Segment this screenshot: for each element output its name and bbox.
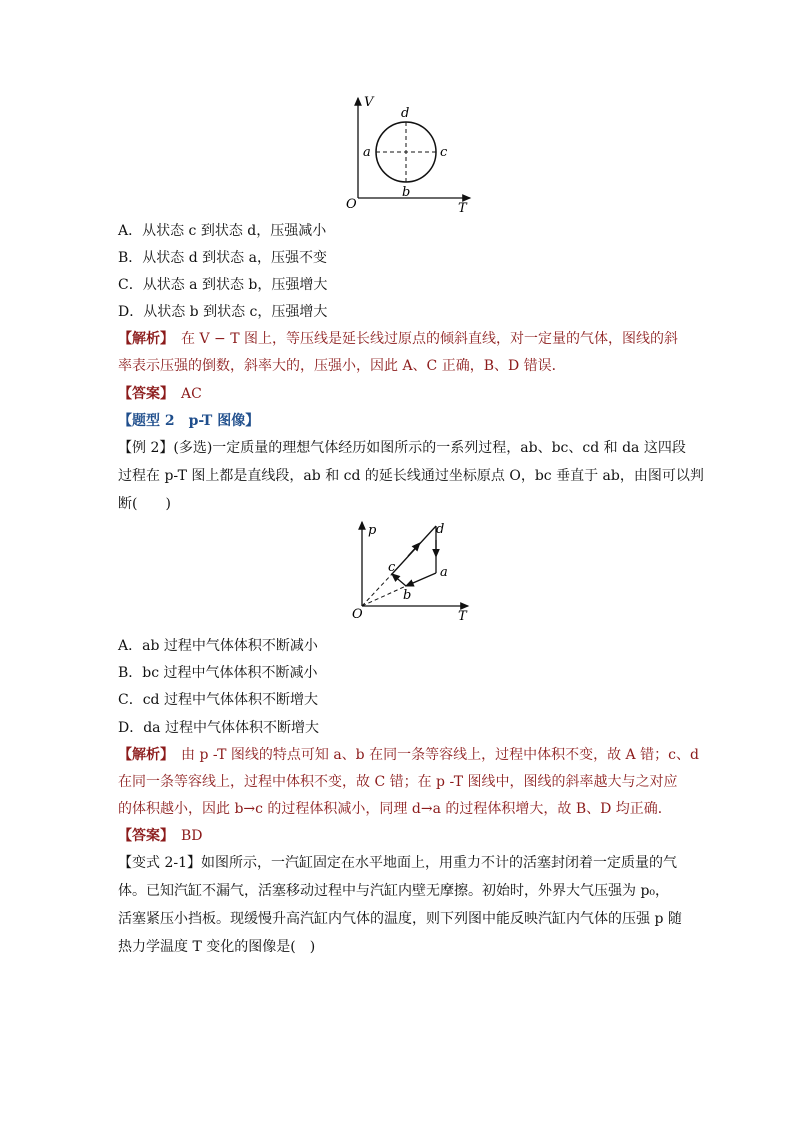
segment-cd-arrow [408,545,418,556]
analysis-text: 在 V − T 图上，等压线是延长线过原点的倾斜直线，对一定量的气体，图线的斜 [167,331,678,347]
example-2-line-2: 过程在 p-T 图上都是直线段，ab 和 cd 的延长线通过坐标原点 O，bc 垂直于 ab，由图可以判 [118,468,704,484]
q1-option-b: B．从状态 d 到状态 a，压强不变 [118,250,327,266]
q2-analysis-line-3: 的体积越小，因此 b→c 的过程体积减小，同理 d→a 的过程体积增大，故 B、D 均正确． [118,801,672,817]
point-a-label: a [363,145,371,160]
variant-2-1-line-3: 活塞紧压小挡板。现缓慢升高汽缸内气体的温度，则下列图中能反映汽缸内气体的压强 p 随 [118,911,682,927]
p-axis-label: p [368,523,377,538]
t-axis-label: T [458,609,467,624]
point-a-label: a [440,565,448,580]
point-b-label: b [402,185,411,200]
segment-bc [392,574,406,586]
example-2-line-3: 断( ) [118,496,171,512]
point-d-label: d [436,522,445,537]
segment-ab [406,573,436,586]
analysis-tag: 【解析】 [118,747,167,763]
q2-analysis-line-2: 在同一条等容线上，过程中体积不变，故 C 错；在 p -T 图线中，图线的斜率越大与之对应 [118,774,678,790]
point-b-label: b [403,588,412,603]
origin-label: O [352,607,363,622]
q1-answer [118,384,202,404]
q1-analysis-line-1 [118,329,678,349]
dashed-extension-oc [362,574,392,606]
vt-circle-figure [340,92,480,216]
q1-option-d: D．从状态 b 到状态 c，压强增大 [118,304,328,320]
variant-2-1-line-1: 【变式 2-1】如图所示，一汽缸固定在水平地面上，用重力不计的活塞封闭着一定质量的气 [118,855,677,871]
answer-text: BD [167,828,203,844]
answer-tag: 【答案】 [118,828,167,844]
pt-process-figure [348,518,478,628]
point-c-label: c [440,145,448,160]
q2-analysis-line-1 [118,745,699,765]
q1-option-c: C．从状态 a 到状态 b，压强增大 [118,277,328,293]
point-c-label: c [388,560,396,575]
variant-2-1-line-4: 热力学温度 T 变化的图像是( ) [118,939,316,955]
q2-option-d: D．da 过程中气体体积不断增大 [118,720,319,736]
origin-label: O [346,197,357,212]
section-title-type-2: 【题型 2 p-T 图像】 [118,413,260,429]
point-d-label: d [401,106,410,121]
analysis-tag: 【解析】 [118,331,167,347]
q2-option-a: A．ab 过程中气体体积不断减小 [118,638,318,654]
q2-option-b: B．bc 过程中气体体积不断减小 [118,665,318,681]
analysis-text: 由 p -T 图线的特点可知 a、b 在同一条等容线上，过程中体积不变，故 A 错；c、d [167,747,699,763]
q1-analysis-line-2: 率表示压强的倒数，斜率大的，压强小，因此 A、C 正确，B、D 错误． [118,358,566,374]
q1-option-a: A．从状态 c 到状态 d，压强减小 [118,223,327,239]
example-2-line-1: 【例 2】(多选)一定质量的理想气体经历如图所示的一系列过程，ab、bc、cd 和 da 这四段 [118,440,686,456]
q2-answer [118,826,203,846]
answer-text: AC [167,386,202,402]
dashed-extension-oa [362,586,406,606]
answer-tag: 【答案】 [118,386,167,402]
variant-2-1-line-2: 体。已知汽缸不漏气，活塞移动过程中与汽缸内壁无摩擦。初始时，外界大气压强为 p₀， [118,883,670,899]
v-axis-label: V [364,95,374,110]
t-axis-label: T [458,201,467,216]
q2-option-c: C．cd 过程中气体体积不断增大 [118,692,318,708]
